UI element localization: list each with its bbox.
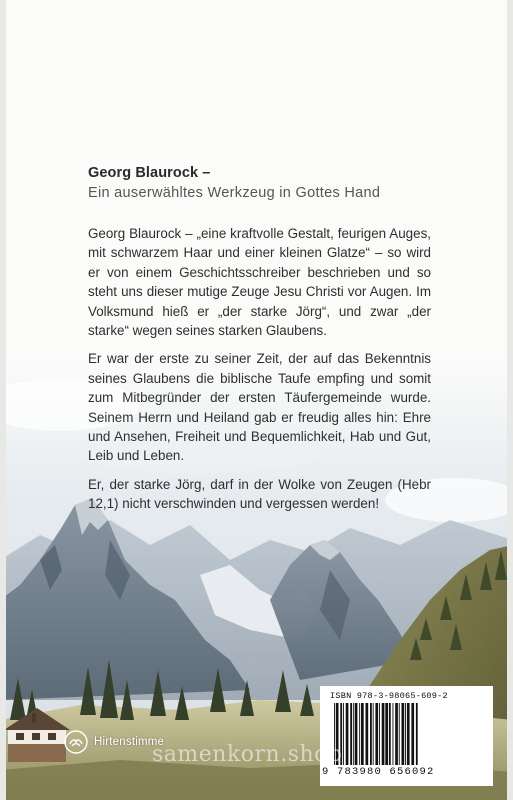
- barcode-bar: [382, 703, 385, 765]
- barcode-bar: [405, 703, 406, 765]
- paragraph-3: Er, der starke Jörg, darf in der Wolke von Zeugen (Hebr 12,1) nicht verschwinden und vergessen werden!: [88, 476, 431, 512]
- barcode-bar: [393, 703, 394, 765]
- publisher-mark: [64, 730, 164, 754]
- barcode-bar: [379, 703, 380, 765]
- paragraph-1: Georg Blaurock – „eine kraftvolle Gestalt, feurigen Auges, mit schwarzem Haar und einer kleinen Glatze“ – so wird er von einem Geschichtsschreiber beschrieben und so steht uns dieser mutige Zeuge Jesu Christi vor Augen. Im Volksmund hieß er „der starke Jörg“, und zwar „der starke“ wegen seines starken Glaubens.: [88, 226, 431, 339]
- barcode-bar: [350, 703, 352, 765]
- isbn-label: ISBN 978-3-98065-609-2: [330, 691, 448, 701]
- book-title: Georg Blaurock –: [88, 165, 211, 181]
- shepherd-hands-icon: [64, 730, 88, 754]
- paragraph-2: Er war der erste zu seiner Zeit, der auf das Bekenntnis seines Glaubens die biblische Taufe empfing und somit zum Mitbegründer der ersten Täufergemeinde wurde. Seinem Herrn und Heiland gab er freudig alles hin: Ehre und Ansehen, Freiheit und Bequemlichkeit, Hab und Gut, Leib und Leben.: [88, 351, 431, 464]
- barcode-bar: [385, 703, 388, 765]
- barcode-bar: [389, 703, 391, 765]
- barcode-bar: [375, 703, 378, 765]
- barcode-bar: [361, 703, 364, 765]
- barcode: [332, 703, 486, 765]
- barcode-bar: [343, 703, 344, 765]
- blurb: [88, 165, 431, 514]
- barcode-bar: [402, 703, 405, 765]
- barcode-bar: [366, 703, 369, 765]
- barcode-bar: [353, 703, 354, 765]
- book-subtitle: Ein auserwähltes Werkzeug in Gottes Hand: [88, 185, 381, 201]
- barcode-bar: [407, 703, 410, 765]
- barcode-bar: [416, 703, 418, 765]
- barcode-bar: [370, 703, 372, 765]
- watermark: samenkorn.shop: [152, 742, 343, 767]
- publisher-name: Hirtenstimme: [94, 736, 165, 748]
- barcode-bar: [346, 703, 349, 765]
- barcode-bar: [411, 703, 414, 765]
- barcode-digits: 9 783980 656092: [322, 766, 435, 778]
- barcode-bar: [395, 703, 398, 765]
- barcode-bar: [399, 703, 400, 765]
- barcode-bar: [373, 703, 374, 765]
- barcode-bar: [355, 703, 358, 765]
- isbn-barcode-panel: [320, 686, 493, 786]
- barcode-bar: [359, 703, 360, 765]
